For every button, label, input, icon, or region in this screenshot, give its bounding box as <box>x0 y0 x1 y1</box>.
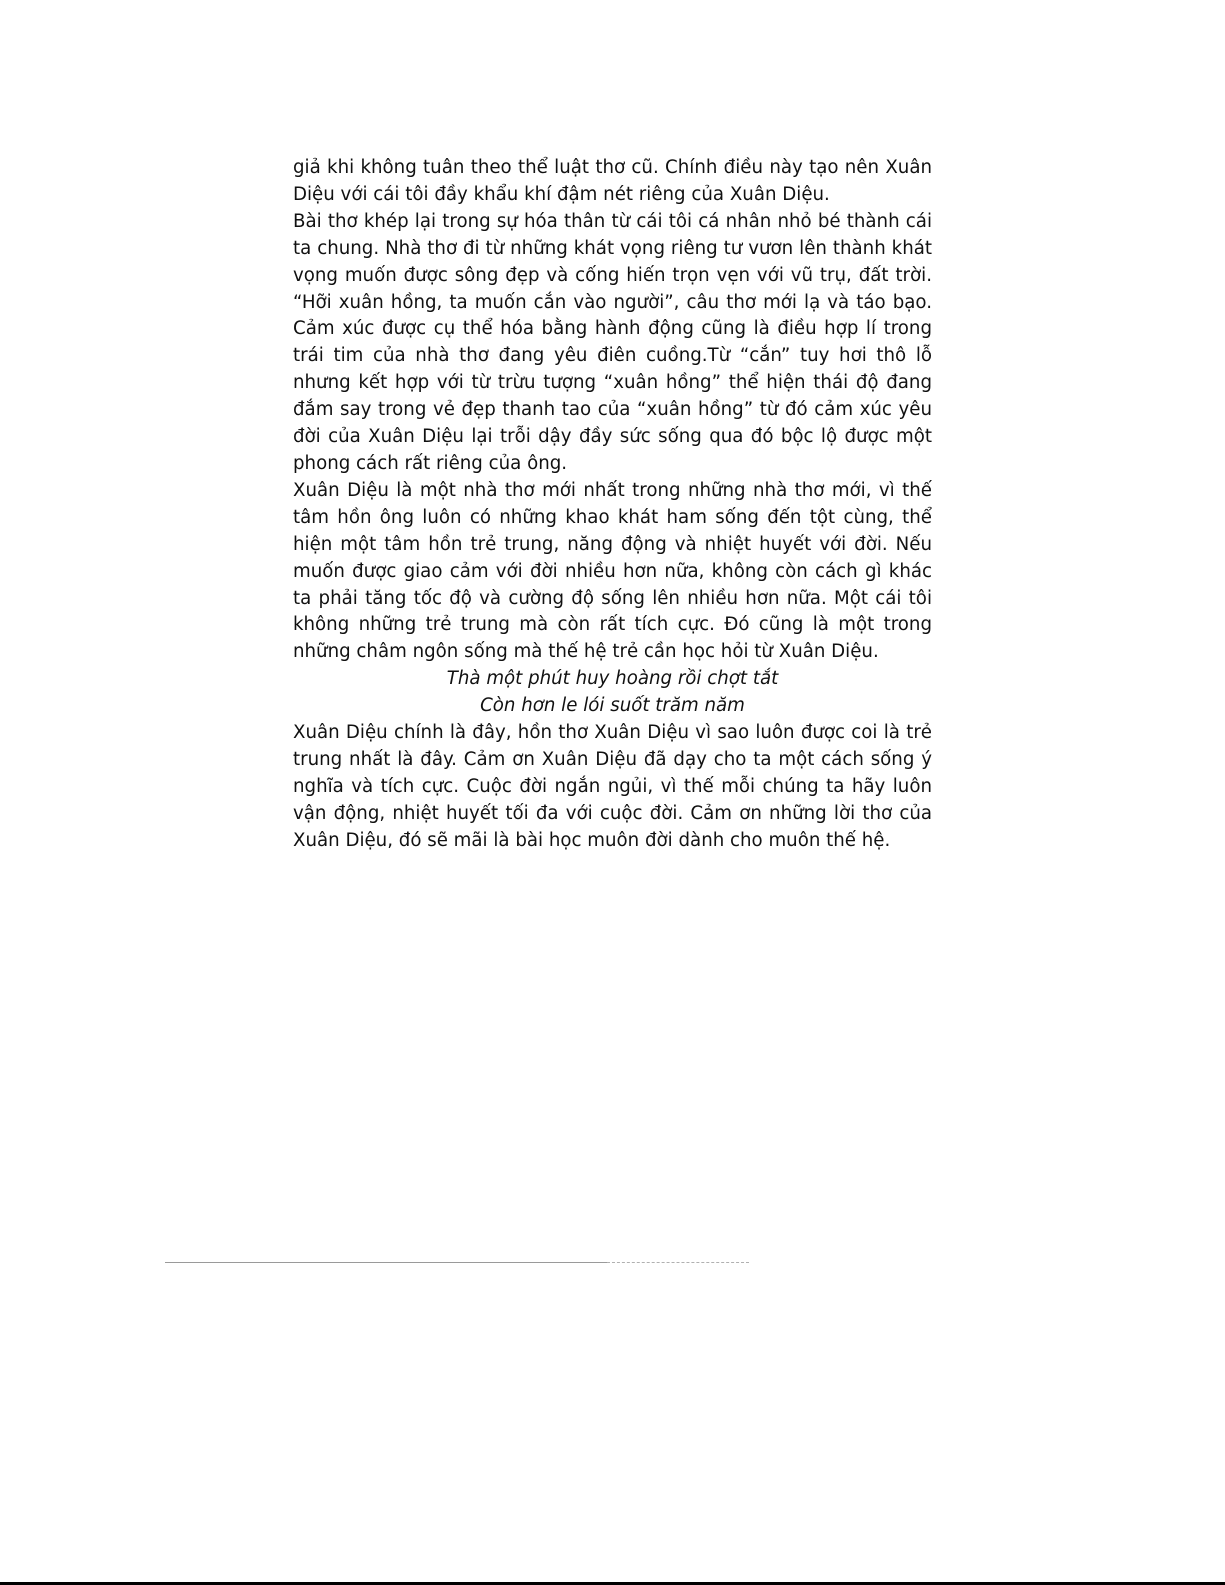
footnote-separator <box>165 1262 607 1263</box>
body-text <box>293 155 932 855</box>
paragraph-1: giả khi không tuân theo thể luật thơ cũ. Chính điều này tạo nên Xuân Diệu với cái tôi đầy khẩu khí đậm nét riêng của Xuân Diệu. <box>293 157 932 205</box>
paragraph-3: Xuân Diệu là một nhà thơ mới nhất trong những nhà thơ mới, vì thế tâm hồn ông luôn có những khao khát ham sống đến tột cùng, thể hiện một tâm hồn trẻ trung, năng động và nhiệt huyết với đời. Nếu muốn được giao cảm với đời nhiều hơn nữa, không còn cách gì khác ta phải tăng tốc độ và cường độ sống lên nhiều hơn nữa. Một cái tôi không những trẻ trung mà còn rất tích cực. Đó cũng là một trong những châm ngôn sống mà thế hệ trẻ cần học hỏi từ Xuân Diệu. <box>293 479 932 663</box>
verse-line-1: Thà một phút huy hoàng rồi chợt tắt <box>446 668 779 690</box>
footnote-separator-tail <box>607 1262 749 1263</box>
paragraph-2: Bài thơ khép lại trong sự hóa thân từ cái tôi cá nhân nhỏ bé thành cái ta chung. Nhà thơ đi từ những khát vọng riêng tư vươn lên thành khát vọng muốn được sông đẹp và cống hiến trọn vẹn với vũ trụ, đất trời. “Hỡi xuân hồng, ta muốn cắn vào người”, câu thơ mới lạ và táo bạo. Cảm xúc được cụ thể hóa bằng hành động cũng là điều hợp lí trong trái tim của nhà thơ đang yêu điên cuồng.Từ “cắn” tuy hơi thô lỗ nhưng kết hợp với từ trừu tượng “xuân hồng” thể hiện thái độ đang đắm say trong vẻ đẹp thanh tao của “xuân hồng” từ đó cảm xúc yêu đời của Xuân Diệu lại trỗi dậy đầy sức sống qua đó bộc lộ được một phong cách rất riêng của ông. <box>293 210 932 474</box>
verse-line-2: Còn hơn le lói suốt trăm năm <box>480 695 745 717</box>
paragraph-4: Xuân Diệu chính là đây, hồn thơ Xuân Diệu vì sao luôn được coi là trẻ trung nhất là đây. Cảm ơn Xuân Diệu đã dạy cho ta một cách sống ý nghĩa và tích cực. Cuộc đời ngắn ngủi, vì thế mỗi chúng ta hãy luôn vận động, nhiệt huyết tối đa với cuộc đời. Cảm ơn những lời thơ của Xuân Diệu, đó sẽ mãi là bài học muôn đời dành cho muôn thế hệ. <box>293 722 932 851</box>
